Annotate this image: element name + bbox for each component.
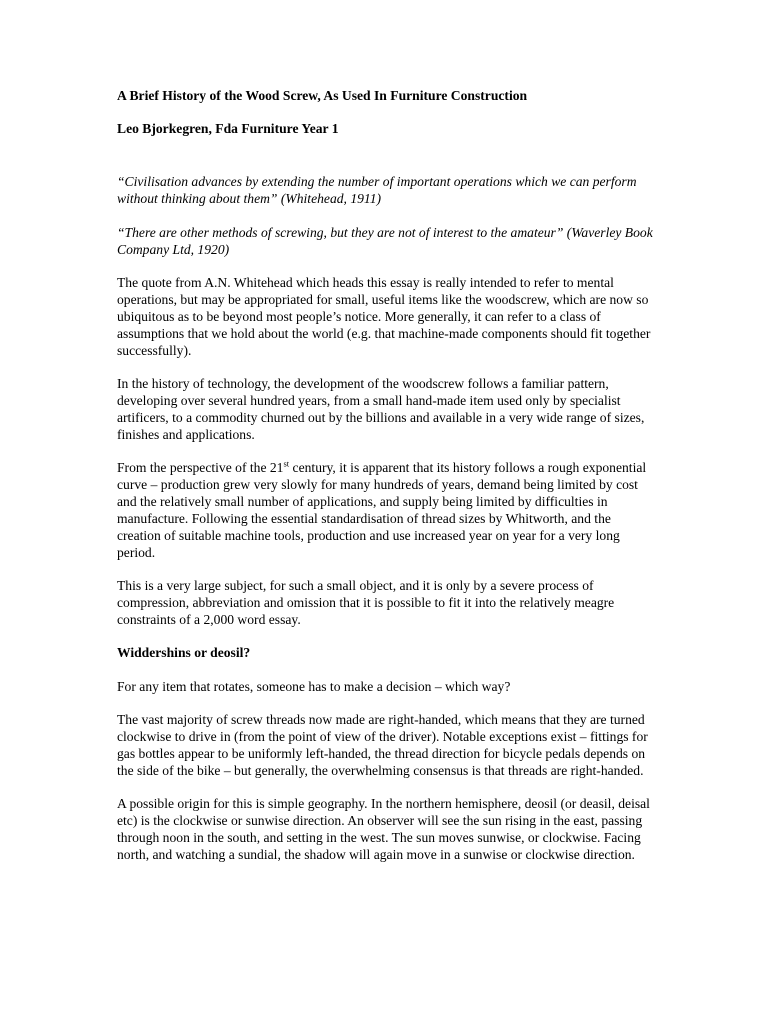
ordinal-superscript: st bbox=[283, 458, 290, 469]
body-paragraph: A possible origin for this is simple geography. In the northern hemisphere, deosil (or deasil, deisal etc) is the clockwise or sunwise direction. An observer will see the sun rising in the east, passing through noon in the south, and setting in the west. The sun moves sunwise, or clockwise. Facing north, and watching a sundial, the shadow will again move in a sunwise or clockwise direction. bbox=[117, 796, 650, 862]
document-title: A Brief History of the Wood Screw, As Used In Furniture Construction bbox=[117, 88, 528, 103]
paragraph-text: From the perspective of the 21 bbox=[117, 460, 284, 476]
paragraph-text: century, it is apparent that its history follows a rough exponential curve – production grew very slowly for many hundreds of years, demand being limited by cost and the relatively small number of applications, and supply being limited by difficulties in manufacture. Following the essential standardisation of thread sizes by Whitworth, and the creation of suitable machine tools, production and use increased year on year for a very long period. bbox=[117, 460, 647, 560]
body-paragraph: This is a very large subject, for such a small object, and it is only by a severe process of compression, abbreviation and omission that it is possible to fit it into the relatively meagre constraints of a 2,000 word essay. bbox=[117, 578, 615, 627]
section-heading: Widdershins or deosil? bbox=[117, 645, 251, 661]
author-line: Leo Bjorkegren, Fda Furniture Year 1 bbox=[117, 121, 339, 137]
body-paragraph bbox=[117, 460, 657, 561]
body-paragraph: The vast majority of screw threads now made are right-handed, which means that they are turned clockwise to drive in (from the point of view of the driver). Notable exceptions exist – fittings for gas bottles appear to be uniformly left-handed, the thread direction for bicycle pedals depends on the side of the bike – but generally, the overwhelming consensus is that threads are right-handed. bbox=[117, 712, 648, 778]
body-paragraph: The quote from A.N. Whitehead which heads this essay is really intended to refer to mental operations, but may be appropriated for small, useful items like the woodscrew, which are now so ubiquitous as to be beyond most people’s notice. More generally, it can refer to a class of assumptions that we hold about the world (e.g. that machine-made components should fit together successfully). bbox=[117, 274, 651, 358]
body-paragraph: In the history of technology, the development of the woodscrew follows a familiar pattern, developing over several hundred years, from a small hand-made item used only by specialist artificers, to a commodity churned out by the billions and available in a very wide range of sizes, finishes and applications. bbox=[117, 375, 645, 442]
epigraph-quote: “There are other methods of screwing, but they are not of interest to the amateur” (Waverley Book Company Ltd, 1920) bbox=[117, 224, 653, 257]
document-page bbox=[117, 88, 657, 864]
body-paragraph: For any item that rotates, someone has to make a decision – which way? bbox=[117, 678, 511, 694]
epigraph-quote: “Civilisation advances by extending the number of important operations which we can perform without thinking about them” (Whitehead, 1911) bbox=[117, 174, 637, 207]
